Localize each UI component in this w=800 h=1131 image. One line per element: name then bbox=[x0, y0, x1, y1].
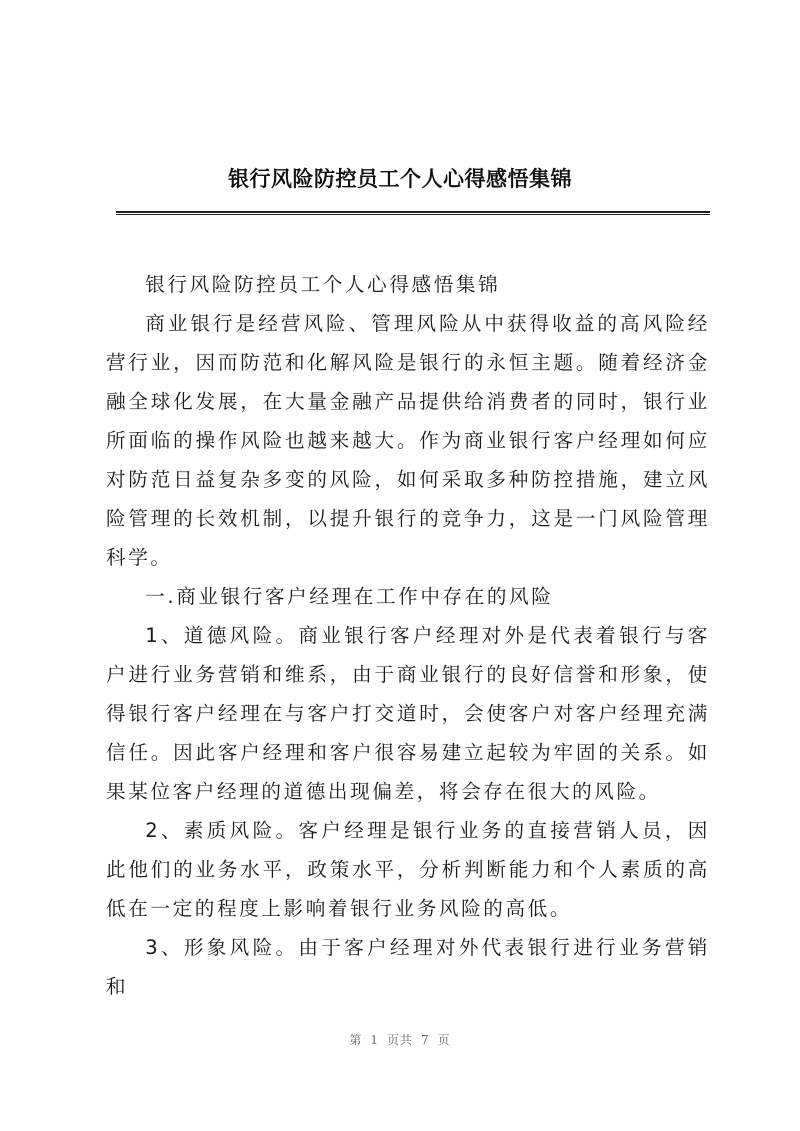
page-footer bbox=[0, 1031, 800, 1048]
section-heading: 一.商业银行客户经理在工作中存在的风险 bbox=[145, 585, 554, 608]
total-pages-number: 7 bbox=[421, 1033, 430, 1047]
title-divider bbox=[116, 211, 710, 215]
paragraph-image-risk: 3、形象风险。由于客户经理对外代表银行进行业务营销和 bbox=[106, 936, 710, 998]
current-page-number: 1 bbox=[370, 1033, 379, 1047]
footer-prefix: 第 bbox=[349, 1033, 363, 1047]
paragraph-moral-risk: 1、道德风险。商业银行客户经理对外是代表着银行与客户进行业务营销和维系，由于商业银行的良好信誉和形象，使得银行客户经理在与客户打交道时，会使客户对客户经理充满信任。因此客户经理和客户很容易建立起较为牢固的关系。如果某位客户经理的道德出现偏差，将会存在很大的风险。 bbox=[106, 624, 710, 803]
page-title: 银行风险防控员工个人心得感悟集锦 bbox=[228, 167, 572, 191]
footer-suffix: 页 bbox=[437, 1033, 451, 1047]
paragraph-quality-risk: 2、素质风险。客户经理是银行业务的直接营销人员，因此他们的业务水平，政策水平，分析判断能力和个人素质的高低在一定的程度上影响着银行业务风险的高低。 bbox=[106, 819, 710, 920]
paragraph-intro: 商业银行是经营风险、管理风险从中获得收益的高风险经营行业，因而防范和化解风险是银行的永恒主题。随着经济金融全球化发展，在大量金融产品提供给消费者的同时，银行业所面临的操作风险也越来越大。作为商业银行客户经理如何应对防范日益复杂多变的风险，如何采取多种防控措施，建立风险管理的长效机制，以提升银行的竞争力，这是一门风险管理科学。 bbox=[106, 312, 710, 569]
paragraph-subtitle: 银行风险防控员工个人心得感悟集锦 bbox=[145, 273, 501, 296]
footer-middle: 页共 bbox=[386, 1033, 413, 1047]
document-body bbox=[106, 265, 710, 1006]
